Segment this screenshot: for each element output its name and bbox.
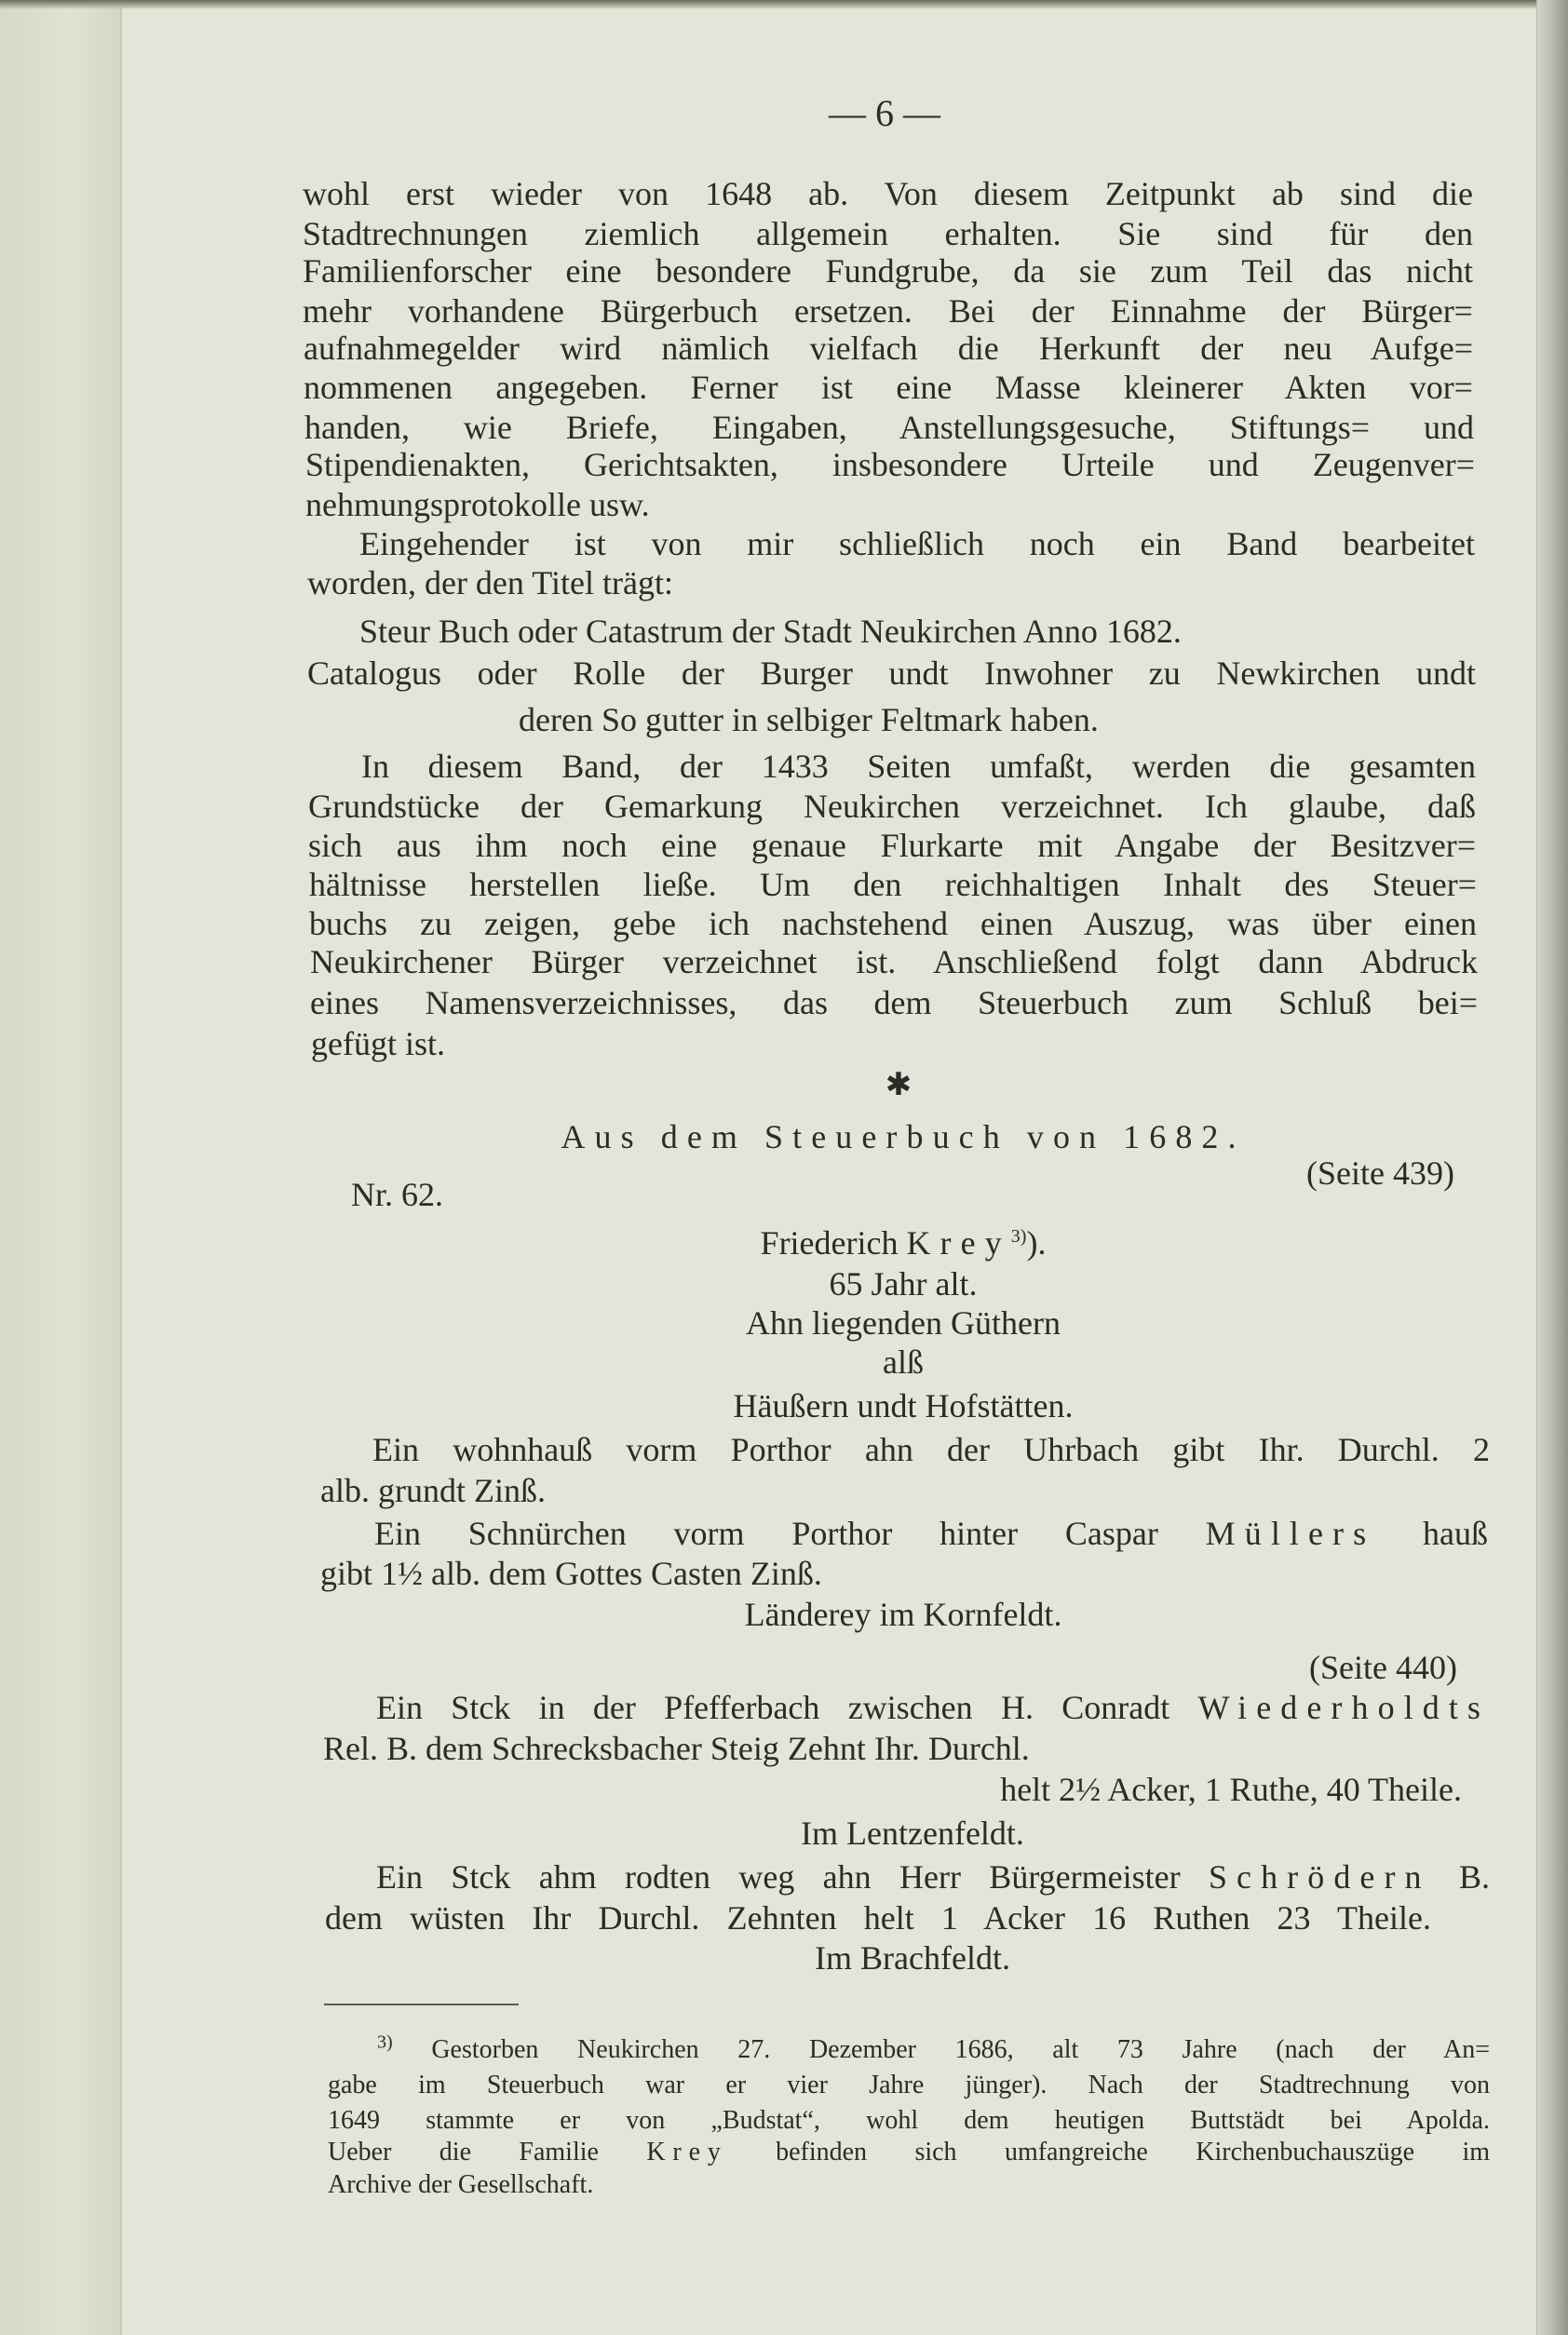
entry-heading: Häußern undt Hofstätten. [733,1387,1074,1424]
section-separator-star: ✱ [885,1068,912,1102]
body-line: Eingehender ist von mir schließlich noch ein Band bearbeitet [359,525,1475,562]
body-line: Neukirchener Bürger verzeichnet ist. Anschließend folgt dann Abdruck [310,943,1478,980]
text-segment: Ein Stck ahm rodten weg ahn Herr Bürgermeister [376,1858,1209,1896]
text-segment: befinden sich umfangreiche Kirchenbuchauszüge im [727,2138,1490,2166]
page-number: — 6 — [829,92,940,134]
excerpt-line: Ein wohnhauß vorm Porthor ahn der Uhrbach gibt Ihr. Durchl. 2 [372,1431,1490,1468]
excerpt-line [374,1513,1488,1554]
text-segment: hauß [1375,1515,1488,1552]
footnote-line: Archive der Gesellschaft. [328,2170,594,2199]
spaced-name: Wiederholdts [1197,1689,1490,1726]
book-title-line: Catalogus oder Rolle der Burger undt Inwohner zu Newkirchen undt [307,655,1476,692]
entry-age: 65 Jahr alt. [829,1265,978,1302]
spaced-name: Krey [646,2138,728,2166]
text-segment: B. [1430,1858,1490,1896]
section-heading: Länderey im Kornfeldt. [744,1596,1062,1633]
book-title-line: deren So gutter in selbiger Feltmark haben. [519,701,1099,738]
page-reference: (Seite 439) [1306,1154,1454,1192]
section-heading: Im Lentzenfeldt. [801,1815,1024,1852]
body-line: sich aus ihm noch eine genaue Flurkarte mit Angabe der Besitzver= [308,827,1476,864]
body-line: aufnahmegelder wird nämlich vielfach die Herkunft der neu Aufge= [304,330,1473,367]
body-line: eines Namensverzeichnisses, das dem Steuerbuch zum Schluß bei= [310,984,1478,1021]
body-line: Stadtrechnungen ziemlich allgemein erhalten. Sie sind für den [303,215,1473,252]
body-line: wohl erst wieder von 1648 ab. Von diesem Zeitpunkt ab sind die [303,175,1473,212]
body-line: Stipendienakten, Gerichtsakten, insbesondere Urteile und Zeugenver= [305,446,1475,483]
footnote-line: 1649 stammte er von „Budstat“, wohl dem heutigen Buttstädt bei Apolda. [328,2106,1490,2135]
text-segment: Gestorben Neukirchen 27. Dezember 1686, alt 73 Jahre (nach der An= [392,2035,1490,2064]
section-heading: Im Brachfeldt. [815,1939,1010,1977]
body-line: In diesem Band, der 1433 Seiten umfaßt, werden die gesamten [361,748,1476,785]
page-reference: (Seite 440) [1309,1649,1457,1686]
spaced-name: Schrödern [1208,1858,1431,1896]
entry-heading: alß [883,1343,924,1381]
book-title-line: Steur Buch oder Catastrum der Stadt Neukirchen Anno 1682. [359,613,1182,650]
body-line: mehr vorhandene Bürgerbuch ersetzen. Bei der Einnahme der Bürger= [303,292,1473,330]
excerpt-line: Rel. B. dem Schrecksbacher Steig Zehnt Ihr. Durchl. [323,1730,1030,1767]
excerpt-line: gibt 1½ alb. dem Gottes Casten Zinß. [320,1555,822,1592]
body-line: handen, wie Briefe, Eingaben, Anstellungsgesuche, Stiftungs= und [304,409,1474,446]
text-segment: Ueber die Familie [328,2138,647,2166]
excerpt-line: dem wüsten Ihr Durchl. Zehnten helt 1 Acker 16 Ruthen 23 Theile. [325,1899,1431,1937]
body-line: hältnisse herstellen ließe. Um den reichhaltigen Inhalt des Steuer= [309,866,1477,903]
first-name: Friederich [760,1224,907,1262]
entry-number: Nr. 62. [351,1176,443,1213]
entry-name [438,1222,1369,1263]
footnote-marker: 3) [377,2031,393,2053]
excerpt-line: helt 2½ Acker, 1 Ruthe, 40 Theile. [1000,1771,1462,1808]
excerpt-line [376,1687,1490,1728]
footnote-rule [324,2004,519,2005]
page-top-edge [0,0,1568,9]
book-binding-edge [0,0,122,2335]
entry-heading: Ahn liegenden Güthern [746,1304,1061,1342]
spaced-name: Müllers [1205,1515,1376,1552]
body-line: nehmungsprotokolle usw. [305,486,650,523]
body-line: worden, der den Titel trägt: [307,564,673,601]
text-segment: Ein Schnürchen vorm Porthor hinter Caspar [374,1515,1206,1552]
excerpt-line [376,1856,1490,1897]
page-right-edge [1536,0,1568,2335]
footnote-line [377,2033,1490,2067]
text-segment: Ein Stck in der Pfefferbach zwischen H. Conradt [376,1689,1198,1726]
excerpt-line: alb. grundt Zinß. [320,1472,546,1509]
body-line: Grundstücke der Gemarkung Neukirchen verzeichnet. Ich glaube, daß [308,788,1476,825]
body-line: Familienforscher eine besondere Fundgrube, da sie zum Teil das nicht [303,252,1473,290]
body-line: gefügt ist. [311,1025,445,1062]
body-line: buchs zu zeigen, gebe ich nachstehend einen Auszug, was über einen [309,905,1477,942]
footnote-line: gabe im Steuerbuch war er vier Jahre jünger). Nach der Stadtrechnung von [328,2071,1490,2099]
footnote-line [328,2136,1490,2169]
name-end: ). [1026,1224,1047,1262]
surname: Krey [906,1224,1011,1262]
body-line: nommenen angegeben. Ferner ist eine Masse kleinerer Akten vor= [304,369,1473,406]
footnote-reference[interactable]: 3) [1010,1226,1027,1247]
excerpt-title: Aus dem Steuerbuch von 1682. [561,1118,1246,1155]
